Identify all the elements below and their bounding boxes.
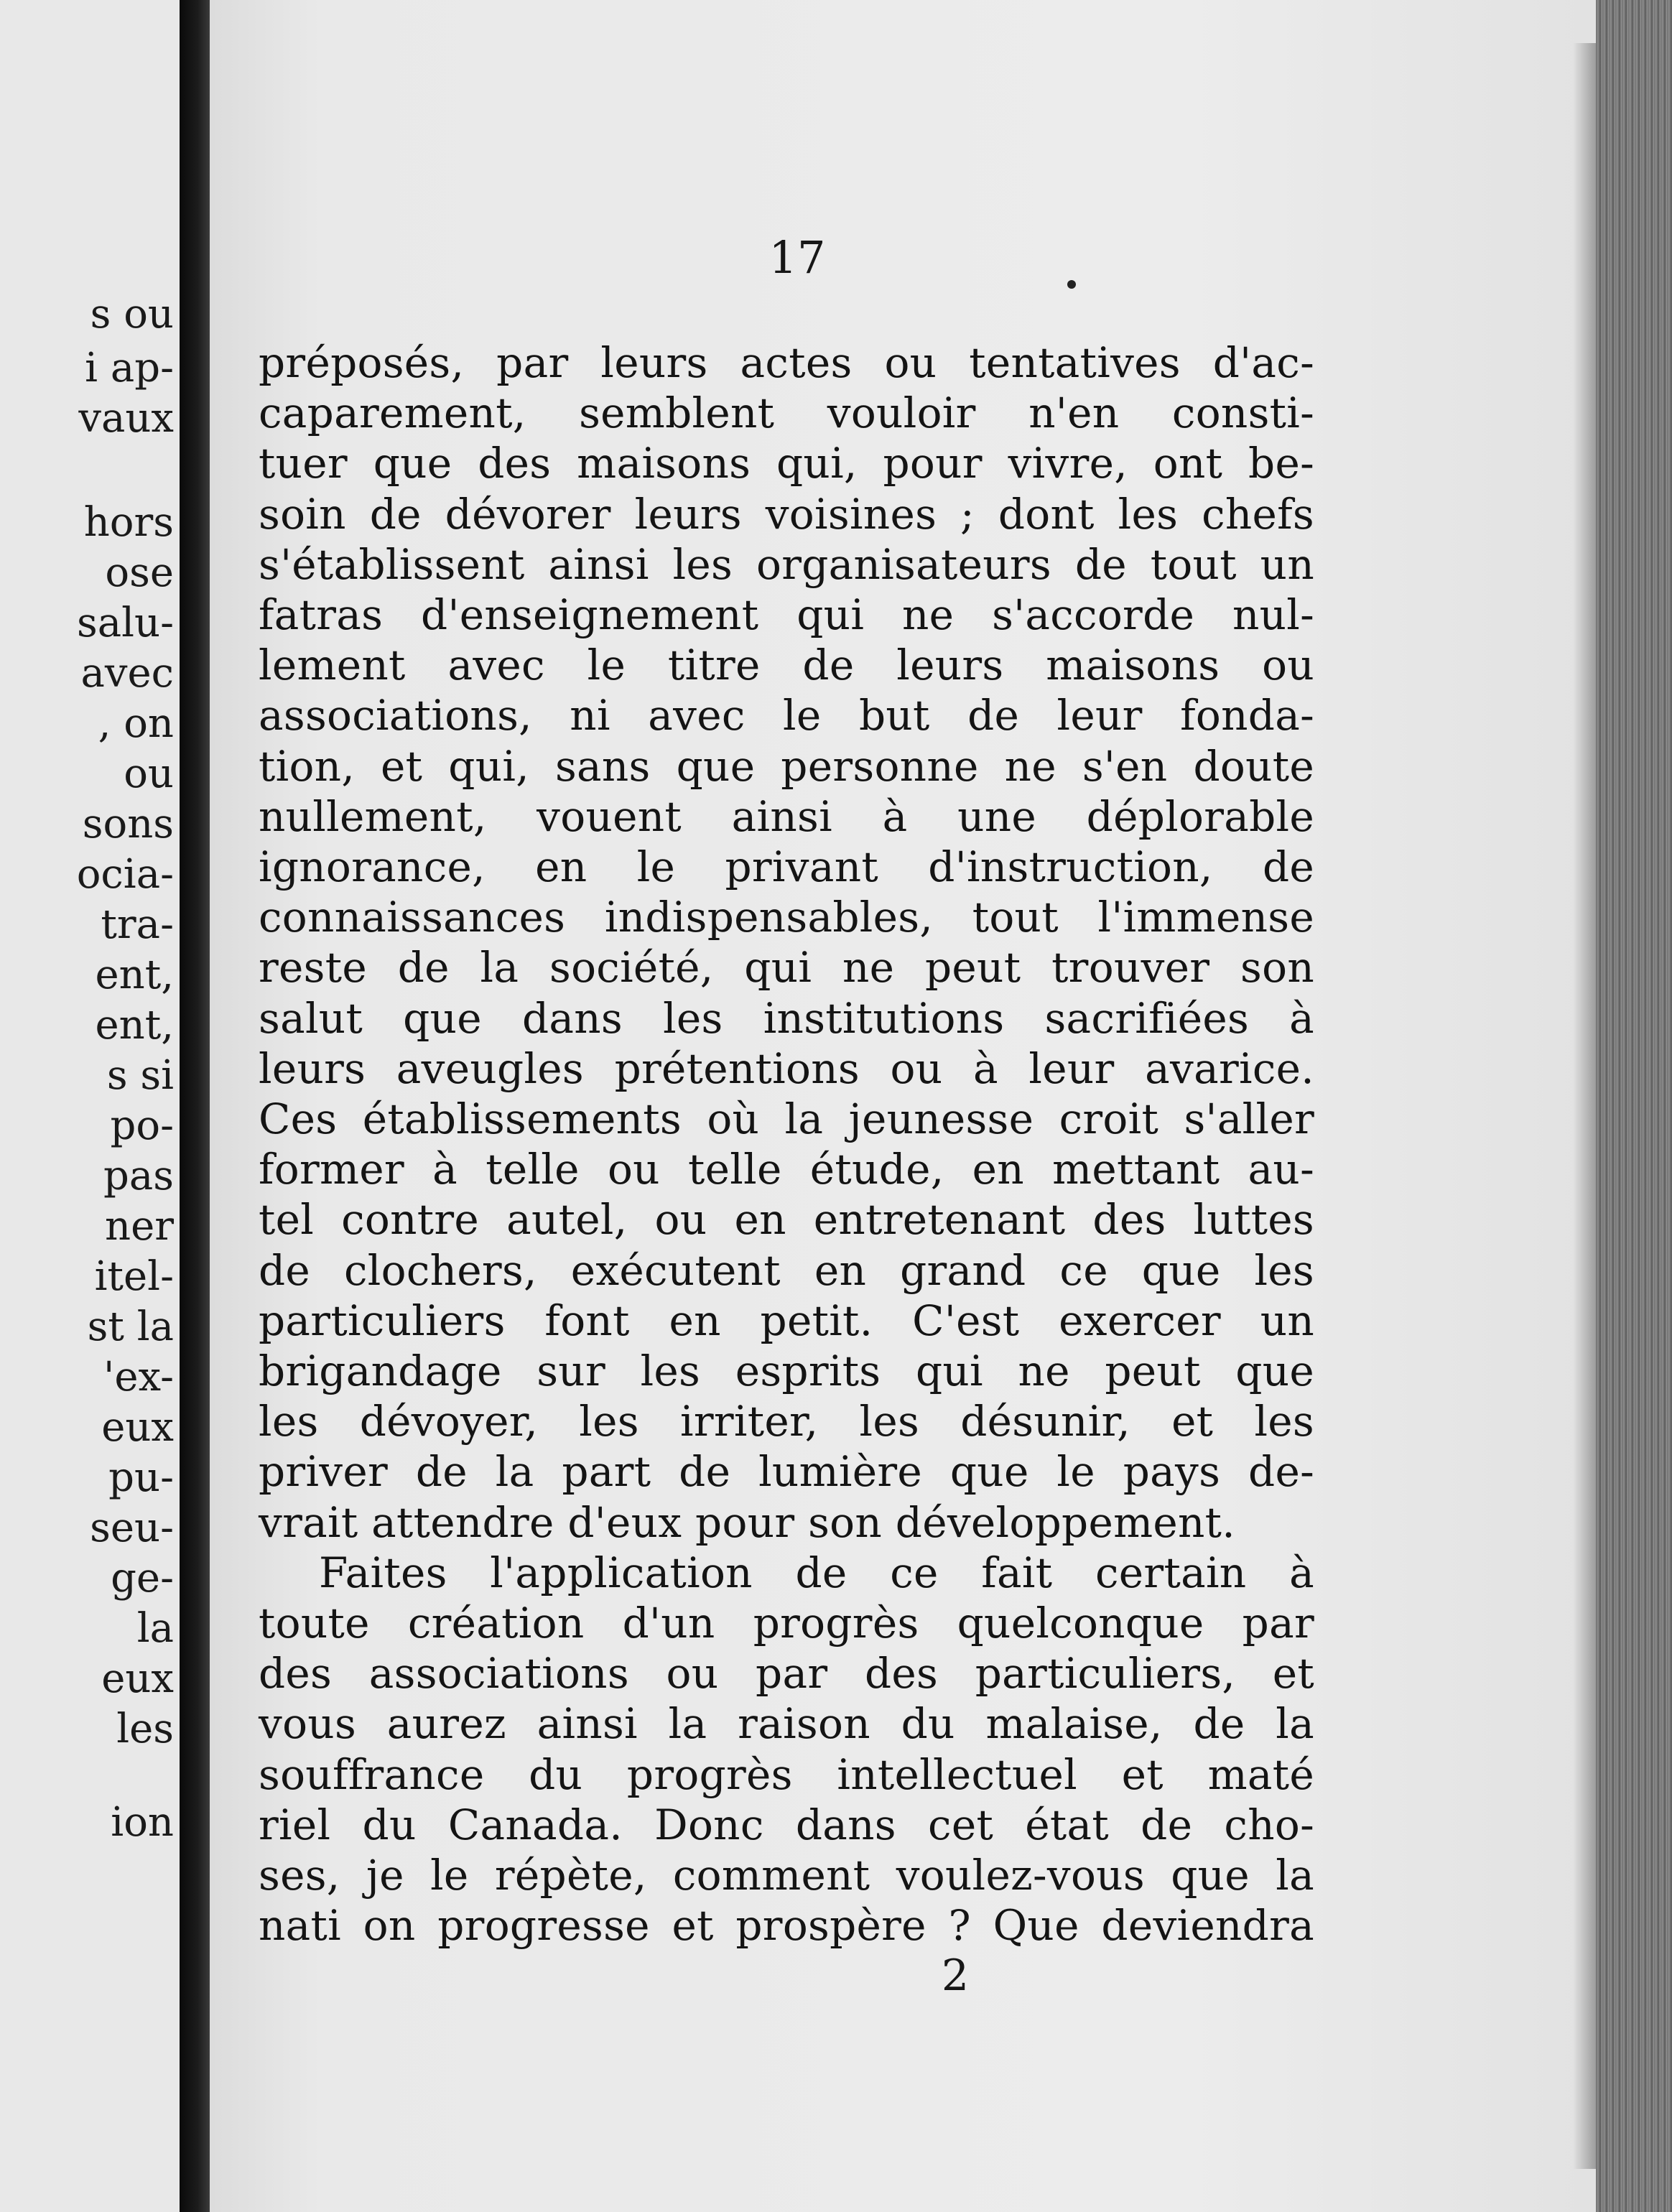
paragraph-2: [259, 1548, 1314, 1951]
left-page-fragment: st la: [87, 1304, 174, 1350]
left-page-fragment: 'ex-: [103, 1354, 174, 1400]
left-page-fragment: s ou: [90, 291, 174, 338]
text-line: tuer que des maisons qui, pour vivre, ont be-: [259, 439, 1314, 488]
text-line: Ces établissements où la jeunesse croit s'aller: [259, 1095, 1314, 1144]
left-page-fragment: ose: [105, 549, 174, 596]
text-line: tion, et qui, sans que personne ne s'en doute: [259, 741, 1314, 791]
left-page-fragment: pu-: [108, 1454, 174, 1501]
text-line: de clochers, exécutent en grand ce que les: [259, 1245, 1314, 1295]
text-line: riel du Canada. Donc dans cet état de cho-: [259, 1800, 1314, 1849]
text-line: vrait attendre d'eux pour son développement.: [259, 1497, 1236, 1547]
text-line: tel contre autel, ou en entretenant des luttes: [259, 1195, 1314, 1245]
text-line: toute création d'un progrès quelconque par: [259, 1599, 1314, 1648]
text-line: salut que dans les institutions sacrifiées à: [259, 993, 1314, 1043]
left-page-fragment: ner: [105, 1203, 174, 1250]
text-line: vous aurez ainsi la raison du malaise, de la: [259, 1699, 1314, 1749]
left-page-fragment: ou: [124, 750, 174, 797]
text-line: caparement, semblent vouloir n'en consti-: [259, 389, 1314, 438]
left-page-fragment: pas: [103, 1153, 174, 1199]
text-line: nati on progresse et prospère ? Que deviendra: [259, 1901, 1314, 1951]
left-page-fragment: itel-: [94, 1253, 174, 1300]
text-line: soin de dévorer leurs voisines ; dont les chefs: [259, 489, 1314, 539]
left-page-fragment: eux: [101, 1655, 174, 1702]
text-line: leurs aveugles prétentions ou à leur avarice.: [259, 1044, 1314, 1093]
text-line: former à telle ou telle étude, en mettant au-: [259, 1145, 1314, 1194]
left-page-fragment: salu-: [76, 600, 174, 646]
page-number: 17: [768, 231, 826, 284]
left-page-fragment: tra-: [101, 901, 174, 948]
text-line: ses, je le répète, comment voulez-vous que la: [259, 1851, 1314, 1900]
text-line: nullement, vouent ainsi à une déplorable: [259, 791, 1314, 841]
left-page-fragment: s si: [106, 1052, 174, 1099]
body-text: [259, 338, 1314, 1951]
text-line: associations, ni avec le but de leur fonda-: [259, 691, 1314, 740]
left-page-fragment: vaux: [78, 395, 174, 442]
left-page-fragment: ocia-: [76, 851, 174, 898]
text-line: des associations ou par des particuliers, et: [259, 1649, 1314, 1698]
book-gutter: [180, 0, 210, 2212]
left-page-fragment: sons: [82, 801, 174, 847]
left-page-fragment: ent,: [95, 952, 174, 998]
left-page-fragment: ion: [111, 1799, 174, 1846]
text-line: ignorance, en le privant d'instruction, de: [259, 842, 1314, 892]
signature-mark: 2: [941, 1951, 970, 2001]
left-facing-page: [0, 0, 180, 2212]
left-page-fragment: ge-: [111, 1555, 174, 1602]
text-line: connaissances indispensables, tout l'immense: [259, 893, 1314, 942]
text-line: souffrance du progrès intellectuel et maté: [259, 1749, 1314, 1799]
text-line: s'établissent ainsi les organisateurs de tout un: [259, 539, 1314, 589]
page-edges: [1596, 0, 1672, 2212]
left-page-fragment: , on: [98, 700, 174, 747]
text-line: fatras d'enseignement qui ne s'accorde nul-: [259, 590, 1314, 640]
text-line: reste de la société, qui ne peut trouver son: [259, 943, 1314, 993]
page-edge-shadow: [1573, 43, 1599, 2169]
text-line: priver de la part de lumière que le pays de-: [259, 1447, 1314, 1497]
left-page-fragment: la: [136, 1605, 174, 1652]
left-page-fragment: hors: [83, 499, 174, 546]
left-page-fragment: avec: [80, 650, 174, 697]
text-line: brigandage sur les esprits qui ne peut que: [259, 1347, 1314, 1396]
left-page-fragment: eux: [101, 1404, 174, 1451]
left-page-fragment: seu-: [90, 1505, 174, 1551]
left-page-fragment: i ap-: [85, 345, 174, 391]
left-page-fragment: les: [116, 1706, 174, 1752]
text-line: préposés, par leurs actes ou tentatives d'ac-: [259, 338, 1314, 387]
text-line: les dévoyer, les irriter, les désunir, et les: [259, 1397, 1314, 1446]
paragraph-1: [259, 338, 1314, 1548]
left-page-fragment: po-: [110, 1102, 174, 1149]
text-line: particuliers font en petit. C'est exercer un: [259, 1296, 1314, 1345]
left-page-fragment: ent,: [95, 1002, 174, 1049]
ink-dot: [1067, 280, 1076, 289]
text-line: Faites l'application de ce fait certain à: [319, 1548, 1314, 1597]
text-line: lement avec le titre de leurs maisons ou: [259, 641, 1314, 690]
